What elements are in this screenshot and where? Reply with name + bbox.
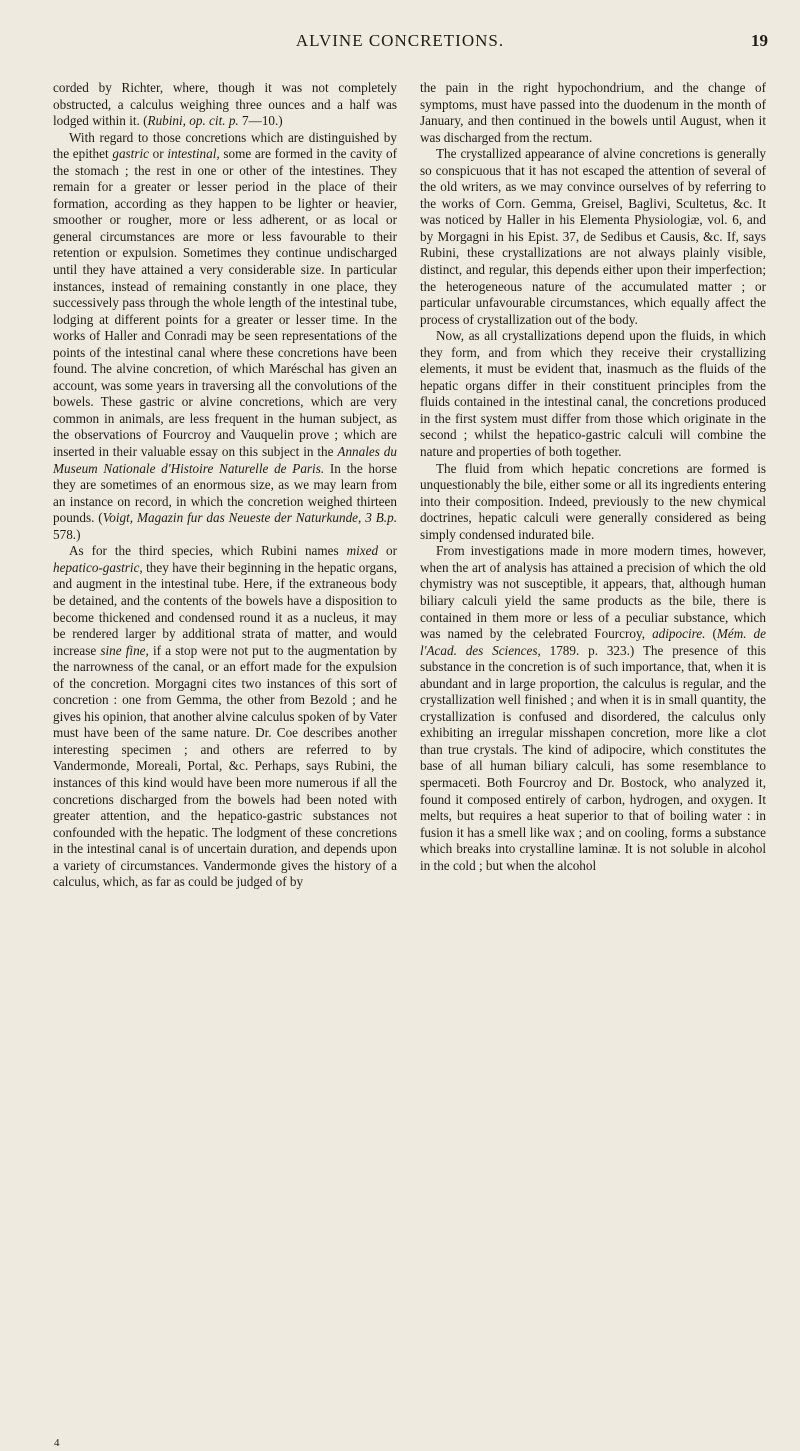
italic-text-run: mixed: [346, 543, 379, 559]
italic-text-run: intestinal,: [167, 146, 220, 162]
text-run: 578.): [53, 526, 81, 542]
text-run: In the horse they are sometimes of an enormous size, as we may learn from an instance on record, in which the concretion weighed thirteen pounds. (: [53, 460, 397, 526]
page-number: 19: [751, 31, 768, 50]
italic-text-run: Voigt, Magazin fur das Neueste der Naturkunde, 3 B.p.: [102, 510, 397, 526]
italic-text-run: adipocire.: [652, 626, 706, 642]
right-column: [420, 80, 766, 874]
text-run: (: [705, 626, 717, 642]
text-run: or: [148, 146, 168, 162]
italic-text-run: Mém. de l'Acad. des Sciences,: [420, 626, 766, 658]
signature-mark: 4: [54, 1437, 60, 1449]
text-run: if a stop were not put to the augmentation by the narrowness of the canal, or an effort made for the expulsion of the concretion. Morgagni cites two instances of this sort of concretion : one from Gemma, the other from Bezold ; and he gives his opinion, that another alvine calculus spoken of by Vater must have been of the same nature. Dr. Coe describes another interesting specimen ; and others are referred to by Vandermonde, Moreali, Portal, &c. Perhaps, says Rubini, the instances of this kind would have been more numerous if all the concretions discharged from the bowels had been noted with greater attention, and the hepatico-gastric substances not confounded with the hepatic. The lodgment of these concretions in the intestinal canal is of uncertain duration, and depends upon a variety of circumstances. Vandermonde gives the history of a calculus, which, as far as could be judged of by: [53, 642, 397, 890]
right-paragraph-2: [420, 146, 766, 328]
left-paragraph-1: [53, 80, 397, 130]
text-run: or: [378, 543, 397, 559]
text-run: As for the third species, which Rubini names: [69, 543, 347, 559]
italic-text-run: Rubini, op. cit. p.: [147, 113, 239, 129]
text-run: they have their beginning in the hepatic organs, and augment in the intestinal tube. Here, if the extraneous body be detained, and the contents of the bowels have a disposition to become thickened and condensed round it as a nucleus, it may be rendered larger by additional strata of matter, and would increase: [53, 559, 397, 658]
text-run: 1789. p. 323.) The presence of this substance in the concretion is of such importance, that, when it is abundant and in large proportion, the calculus is regular, and the crystallization well finished ; and when it is in small quantity, the crystallization is confused and disordered, the calculus only exhibiting an irregular misshapen concretion, more like a clot than true crystals. The kind of adipocire, which constitutes the base of all human biliary calculi, has some resemblance to spermaceti. Both Fourcroy and Dr. Bostock, who analyzed it, found it composed entirely of carbon, hydrogen, and oxygen. It melts, but requires a heat superior to that of boiling water : in fusion it has a smell like wax ; and on cooling, forms a substance which breaks into crystalline laminæ. It is not soluble in alcohol in the cold ; but when the alcohol: [420, 642, 766, 873]
right-paragraph-1: [420, 80, 766, 146]
running-title: ALVINE CONCRETIONS.: [295, 31, 505, 50]
left-paragraph-2: [53, 130, 397, 544]
italic-text-run: gastric: [112, 146, 149, 162]
text-run: some are formed in the cavity of the stomach ; the rest in one or other of the intestines. They remain for a greater or lesser period in the place of their formation, according as they happen to be lighter or heavier, smoother or rougher, more or less adherent, or as local or general circumstances are more or less favourable to their retention or expulsion. Sometimes they continue undischarged until they have attained a very considerable size. In particular instances, instead of remaining constantly in one place, they successively pass through the whole length of the intestinal tube, lodging at different points for a greater or lesser time. In the works of Haller and Conradi may be seen representations of the points of the intestinal canal where these concretions have been found. The alvine concretion, of which Maréschal has given an account, was some years in traversing all the convolutions of the bowels. These gastric or alvine concretions, which are very common in animals, are less frequent in the human subject, as the observations of Fourcroy and Vauquelin prove ; which are inserted in their valuable essay on this subject in the: [53, 146, 397, 460]
text-run: With regard to those concretions which are distinguished by the epithet: [53, 129, 397, 162]
text-run: 7—10.): [238, 113, 283, 129]
right-paragraph-3: [420, 328, 766, 460]
text-run: Now, as all crystallizations depend upon the fluids, in which they form, and from which they receive their crystallizing elements, it must be evident that, inasmuch as the fluids of the hepatic organs differ in their constituent principles from the fluids contained in the intestinal canal, the concretions produced in the first system must differ from those which originate in the second ; whilst the hepatico-gastric calculi will combine the nature and properties of both together.: [420, 328, 766, 460]
right-paragraph-5: [420, 543, 766, 874]
text-run: From investigations made in more modern times, however, when the art of analysis has attained a precision of which the old chymistry was not susceptible, it appears, that, although human biliary calculi yield the same products as the bile, there is contained in them more or less of a peculiar substance, which was named by the celebrated Fourcroy,: [420, 543, 766, 642]
text-run: The fluid from which hepatic concretions are formed is unquestionably the bile, either some or all its ingredients entering into their composition. Indeed, previously to the new chymical doctrines, hepatic calculi were generally considered as being simply condensed indurated bile.: [420, 460, 766, 542]
right-paragraph-4: [420, 461, 766, 544]
text-run: corded by Richter, where, though it was not completely obstructed, a calculus weighing three ounces and a half was lodged within it. (: [53, 80, 397, 129]
italic-text-run: sine fine,: [100, 642, 149, 658]
text-run: the pain in the right hypochondrium, and the change of symptoms, must have passed into the duodenum in the month of January, and then continued in the bowels until August, when it was discharged from the rectum.: [420, 80, 766, 145]
left-column: [53, 80, 397, 891]
running-head: [0, 31, 800, 53]
text-run: The crystallized appearance of alvine concretions is generally so conspicuous that it has not escaped the attention of several of the old writers, as we may convince ourselves of by referring to the works of Corn. Gemma, Greisel, Baglivi, Scultetus, &c. It was noticed by Haller in his Elementa Physiologiæ, vol. 6, and by Morgagni in his Epist. 37, de Sedibus et Causis, &c. If, says Rubini, these crystallizations are not always plainly visible, distinct, and regular, this depends either upon their imperfection; the heterogeneous nature of the accumulated matter ; or particular unfavourable circumstances, which equally affect the process of crystallization out of the body.: [420, 146, 766, 327]
left-paragraph-3: [53, 543, 397, 890]
italic-text-run: hepatico-gastric,: [53, 559, 143, 575]
italic-text-run: Annales du Museum Nationale d'Histoire Naturelle de Paris.: [53, 444, 397, 476]
